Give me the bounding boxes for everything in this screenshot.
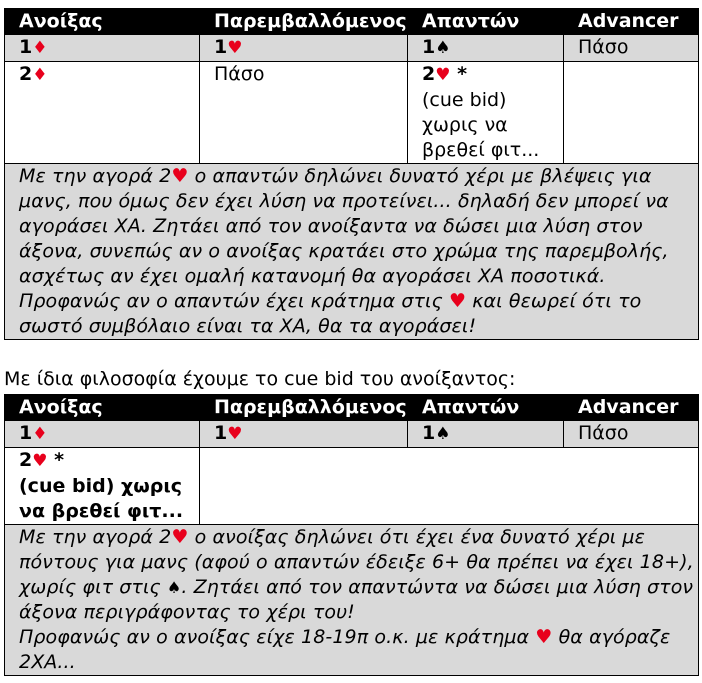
cue-bid-note: (cue bid) χωρις να βρεθεί φιτ... bbox=[422, 89, 540, 161]
diamond-icon: ♦ bbox=[32, 38, 48, 58]
bid-row-1 bbox=[5, 35, 699, 62]
header-responder: Απαντών bbox=[408, 9, 564, 35]
explanation-text: Με την αγορά 2♥ ο ανοίξας δηλώνει ότι έχει ένα δυνατό χέρι με πόντους για μανς (αφού ο απαντών έδειξε 6+ θα πρέπει να έχει 18+), χωρίς φιτ στις ♠. Ζητάει από τον απαντώντα να δώσει μια λύση στον άξονα περιγράφοντας το χέρι του! Προφανώς αν ο ανοίξας είχε 18-19π ο.κ. με κράτημα ♥ θα αγόραζε 2ΧΑ... bbox=[5, 525, 699, 676]
diamond-icon: ♦ bbox=[32, 424, 48, 444]
header-overcaller: Παρεμβαλλόμενος bbox=[200, 9, 408, 35]
header-overcaller: Παρεμβαλλόμενος bbox=[200, 395, 408, 421]
bidding-table-1 bbox=[4, 8, 699, 340]
opener-cue-bid: 2♥ * (cue bid) χωρις να βρεθεί φιτ... bbox=[5, 448, 200, 525]
bid-row-2 bbox=[5, 448, 699, 525]
advancer-bid bbox=[564, 62, 699, 164]
overcaller-bid: 1♥ bbox=[200, 421, 408, 448]
explanation-text: Με την αγορά 2♥ ο απαντών δηλώνει δυνατό χέρι με βλέψεις για μανς, που όμως δεν έχει λύση να προτείνει... δηλαδή δεν μπορεί να αγοράσει ΧΑ. Ζητάει από τον ανοίξαντα να δώσει μια λύση στον άξονα, συνεπώς αν ο ανοίξας κρατάει στο χρώμα της παρεμβολής, ασχέτως αν έχει ομαλή κατανομή θα αγοράσει ΧΑ ποσοτικά. Προφανώς αν ο απαντών έχει κράτημα στις ♥ και θεωρεί ότι το σωστό συμβόλαιο είναι τα ΧΑ, θα τα αγοράσει! bbox=[5, 164, 699, 340]
spade-icon: ♠ bbox=[435, 38, 451, 58]
opener-bid: 1♦ bbox=[5, 35, 200, 62]
header-row bbox=[5, 395, 699, 421]
header-advancer: Advancer bbox=[564, 9, 699, 35]
responder-bid: 1♠ bbox=[408, 35, 564, 62]
opener-bid: 2♦ bbox=[5, 62, 200, 164]
heart-icon: ♥ bbox=[435, 65, 451, 85]
diamond-icon: ♦ bbox=[32, 65, 48, 85]
responder-bid: 1♠ bbox=[408, 421, 564, 448]
heart-icon: ♥ bbox=[32, 451, 48, 471]
advancer-bid: Πάσο bbox=[564, 35, 699, 62]
header-responder: Απαντών bbox=[408, 395, 564, 421]
bidding-table-2 bbox=[4, 394, 699, 676]
bid-row-1 bbox=[5, 421, 699, 448]
heart-icon: ♥ bbox=[227, 424, 243, 444]
spade-icon: ♠ bbox=[166, 578, 182, 597]
explanation-row bbox=[5, 164, 699, 340]
header-advancer: Advancer bbox=[564, 395, 699, 421]
opener-bid: 1♦ bbox=[5, 421, 200, 448]
heart-icon: ♥ bbox=[535, 626, 553, 648]
overcaller-bid: 1♥ bbox=[200, 35, 408, 62]
explanation-row bbox=[5, 525, 699, 676]
responder-cue-bid: 2♥ * (cue bid) χωρις να βρεθεί φιτ... bbox=[408, 62, 564, 164]
heart-icon: ♥ bbox=[448, 290, 467, 312]
header-row bbox=[5, 9, 699, 35]
header-opener: Ανοίξας bbox=[5, 395, 200, 421]
overcaller-bid: Πάσο bbox=[200, 62, 408, 164]
heart-icon: ♥ bbox=[171, 526, 189, 548]
spade-icon: ♠ bbox=[435, 424, 451, 444]
empty-cell bbox=[200, 448, 699, 525]
heart-icon: ♥ bbox=[171, 165, 189, 187]
cue-bid-note: (cue bid) χωρις να βρεθεί φιτ... bbox=[19, 475, 184, 522]
heart-icon: ♥ bbox=[227, 38, 243, 58]
advancer-bid: Πάσο bbox=[564, 421, 699, 448]
bid-row-2 bbox=[5, 62, 699, 164]
section-text: Με ίδια φιλοσοφία έχουμε το cue bid του ανοίξαντος: bbox=[4, 368, 516, 390]
header-opener: Ανοίξας bbox=[5, 9, 200, 35]
